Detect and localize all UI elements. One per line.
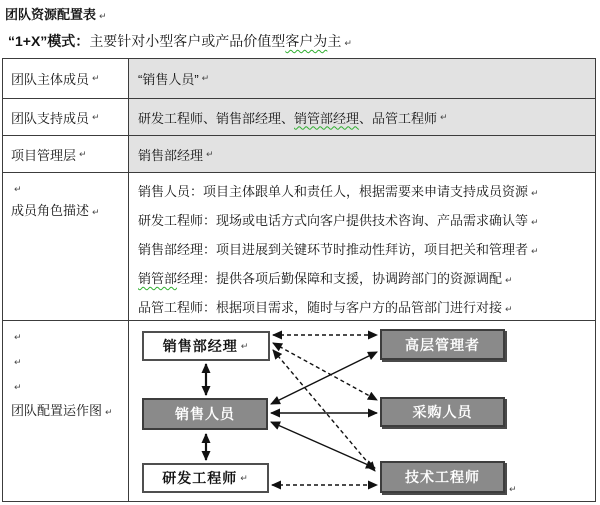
subtitle-mode-label: “1+X”模式： [8, 33, 90, 49]
pilcrow-mark: ↵ [505, 275, 513, 285]
row-label: 团队配置运作图 [11, 403, 103, 418]
cell-value: 研发工程师、销售部经理、 [138, 110, 295, 126]
diagram-box-purchaser[interactable] [380, 397, 505, 427]
cell-label-project-management[interactable] [3, 136, 129, 172]
box-label: 销售部经理 [162, 338, 238, 354]
diagram-box-top-manager[interactable] [380, 329, 505, 360]
pilcrow-mark: ↵ [92, 73, 100, 83]
role-line-rd-engineer [138, 207, 595, 236]
pilcrow-mark: ↵ [14, 382, 22, 392]
pilcrow-mark: ↵ [531, 217, 539, 227]
role-text: 研发工程师：现场或电话方式向客户提供技术咨询、产品需求确认等 [138, 213, 529, 228]
page-title[interactable] [5, 4, 107, 23]
role-text: 销售部经理：项目进展到关键环节时推动性拜访，项目把关和管理者 [138, 242, 529, 257]
cell-value-project-management[interactable] [129, 136, 595, 172]
pilcrow-mark: ↵ [99, 11, 107, 21]
pilcrow-mark: ↵ [206, 148, 214, 159]
pilcrow-mark: ↵ [509, 484, 517, 494]
empty-paragraph [11, 177, 128, 200]
row-label: 成员角色描述 [11, 203, 90, 218]
row-label-line [11, 200, 128, 223]
pilcrow-mark: ↵ [505, 304, 513, 314]
arrow-dashed-sales-manager-purchaser [273, 343, 377, 400]
table-row-operation-diagram [3, 321, 595, 501]
pilcrow-mark: ↵ [531, 246, 539, 256]
empty-paragraph [11, 324, 128, 349]
row-label: 团队主体成员 [11, 72, 90, 87]
cell-label-role-description[interactable] [3, 173, 129, 320]
table-row-core-members [3, 59, 595, 99]
role-line-quality-engineer [138, 294, 595, 323]
pilcrow-mark: ↵ [344, 38, 352, 48]
subtitle-spellcheck-text: 客户为 [285, 33, 328, 49]
table-row-project-management [3, 136, 595, 173]
pilcrow-mark: ↵ [92, 111, 100, 122]
cell-label-support-members[interactable] [3, 99, 129, 135]
empty-paragraph [11, 374, 128, 399]
role-spellcheck-text: 销管部 [138, 271, 178, 286]
pilcrow-mark: ↵ [14, 184, 22, 194]
role-text: 品管工程师：根据项目需求，随时与客户方的品管部门进行对接 [138, 300, 503, 315]
role-line-sales-person [138, 178, 595, 207]
empty-paragraph [11, 349, 128, 374]
pilcrow-mark: ↵ [240, 472, 249, 483]
subtitle-text: 主要针对小型客户或产品价值型 [89, 33, 286, 49]
row-label-line [11, 399, 128, 424]
arrow-solid-sales-person-tech-engineer [271, 422, 375, 468]
role-text: 销售人员：项目主体跟单人和责任人，根据需要来申请支持成员资源 [138, 184, 529, 199]
subtitle-text-end: 主 [327, 33, 342, 49]
pilcrow-mark: ↵ [240, 340, 250, 351]
diagram-box-sales-manager[interactable] [142, 331, 270, 361]
pilcrow-mark: ↵ [92, 207, 100, 217]
pilcrow-mark: ↵ [79, 148, 87, 159]
subtitle[interactable] [8, 31, 352, 51]
box-label: 研发工程师 [162, 470, 238, 486]
pilcrow-mark: ↵ [105, 407, 113, 417]
diagram-box-rd-engineer[interactable] [142, 463, 269, 493]
cell-value: “销售人员” [138, 72, 199, 87]
cell-label-operation-diagram[interactable] [3, 321, 129, 501]
resource-table [2, 58, 596, 502]
pilcrow-mark: ↵ [201, 73, 210, 83]
pilcrow-mark: ↵ [440, 111, 448, 122]
cell-value-support-members[interactable] [129, 99, 595, 135]
table-row-support-members [3, 99, 595, 136]
arrow-solid-sales-person-top-manager [271, 352, 377, 404]
box-label: 高层管理者 [405, 336, 480, 353]
cell-value-role-description[interactable] [129, 173, 595, 320]
page-title-text: 团队资源配置表 [5, 7, 97, 22]
box-label: 技术工程师 [405, 469, 480, 485]
box-label: 采购人员 [412, 404, 473, 420]
pilcrow-mark: ↵ [531, 188, 539, 198]
role-line-sales-admin-manager [138, 265, 595, 294]
cell-label-core-members[interactable] [3, 59, 129, 98]
diagram-box-tech-engineer[interactable] [380, 461, 505, 493]
role-text: 经理：提供各项后勤保障和支援，协调跨部门的资源调配 [177, 271, 503, 286]
operation-diagram [129, 321, 595, 501]
row-label: 项目管理层 [11, 147, 77, 163]
pilcrow-mark: ↵ [14, 332, 22, 342]
table-row-role-description [3, 173, 595, 321]
box-label: 销售人员 [175, 406, 235, 422]
cell-value: 销售部经理 [138, 147, 204, 163]
role-line-sales-manager [138, 236, 595, 265]
row-label: 团队支持成员 [11, 110, 90, 126]
cell-value-core-members[interactable] [129, 59, 595, 98]
cell-value-spellcheck-text: 销管部经理 [294, 110, 360, 126]
cell-value-end: 、品管工程师 [359, 110, 438, 126]
arrow-dashed-sales-manager-tech-engineer [273, 350, 375, 471]
pilcrow-mark: ↵ [14, 357, 22, 367]
diagram-box-sales-person[interactable] [142, 398, 268, 430]
